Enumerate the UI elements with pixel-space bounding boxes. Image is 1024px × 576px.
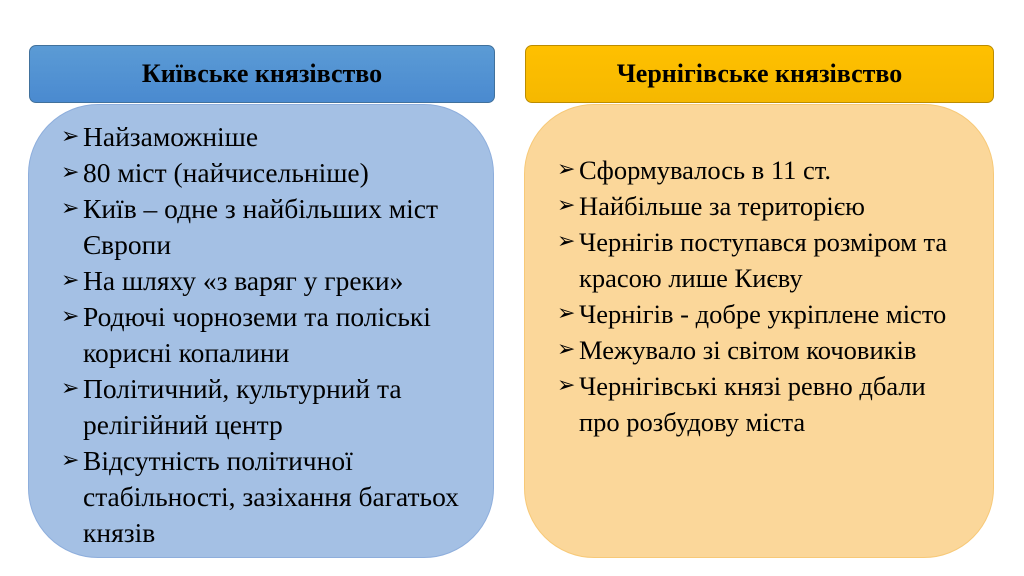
list-item: ➢ Сформувалось в 11 ст. [557, 152, 973, 188]
arrowhead-bullet-icon: ➢ [61, 160, 80, 185]
arrowhead-bullet-icon: ➢ [557, 229, 576, 254]
list-item: ➢ Межувало зі світом кочовиків [557, 332, 973, 368]
kyiv-facts-list [61, 119, 473, 551]
arrowhead-bullet-icon: ➢ [61, 196, 80, 221]
arrowhead-bullet-icon: ➢ [557, 337, 576, 362]
list-item: ➢ Політичний, культурний та релігійний центр [61, 373, 402, 440]
arrowhead-bullet-icon: ➢ [61, 268, 80, 293]
list-item: ➢ На шляху «з варяг у греки» [61, 263, 473, 299]
arrowhead-bullet-icon: ➢ [61, 304, 80, 329]
arrowhead-bullet-icon: ➢ [557, 193, 576, 218]
chernihiv-principality-panel [524, 104, 994, 558]
list-item: ➢ Київ – одне з найбільших міст Європи [61, 193, 438, 260]
list-item: ➢ Чернігів - добре укріплене місто [557, 296, 973, 332]
kyiv-principality-panel [28, 104, 494, 558]
list-item: ➢ Відсутність політичної стабільності, зазіхання багатьох князів [61, 445, 459, 548]
arrowhead-bullet-icon: ➢ [557, 157, 576, 182]
list-item: ➢ Чернігів поступався розміром та красою лише Києву [557, 224, 973, 296]
list-item: ➢ Чернігівські князі ревно дбали про розбудову міста [557, 368, 973, 440]
arrowhead-bullet-icon: ➢ [61, 376, 80, 401]
arrowhead-bullet-icon: ➢ [61, 448, 80, 473]
list-item: ➢ 80 міст (найчисельніше) [61, 155, 473, 191]
chernihiv-principality-header [525, 45, 994, 103]
list-item: ➢ Родючі чорноземи та поліські корисні копалини [61, 301, 431, 368]
list-item: ➢ Найзаможніше [61, 119, 473, 155]
list-item: ➢ Найбільше за територією [557, 188, 973, 224]
chernihiv-facts-list [557, 152, 973, 440]
arrowhead-bullet-icon: ➢ [557, 373, 576, 398]
kyiv-principality-title: Київське князівство [141, 59, 383, 88]
chernihiv-principality-title: Чернігівське князівство [616, 59, 903, 88]
kyiv-principality-header [29, 45, 495, 103]
arrowhead-bullet-icon: ➢ [557, 301, 576, 326]
arrowhead-bullet-icon: ➢ [61, 124, 80, 149]
